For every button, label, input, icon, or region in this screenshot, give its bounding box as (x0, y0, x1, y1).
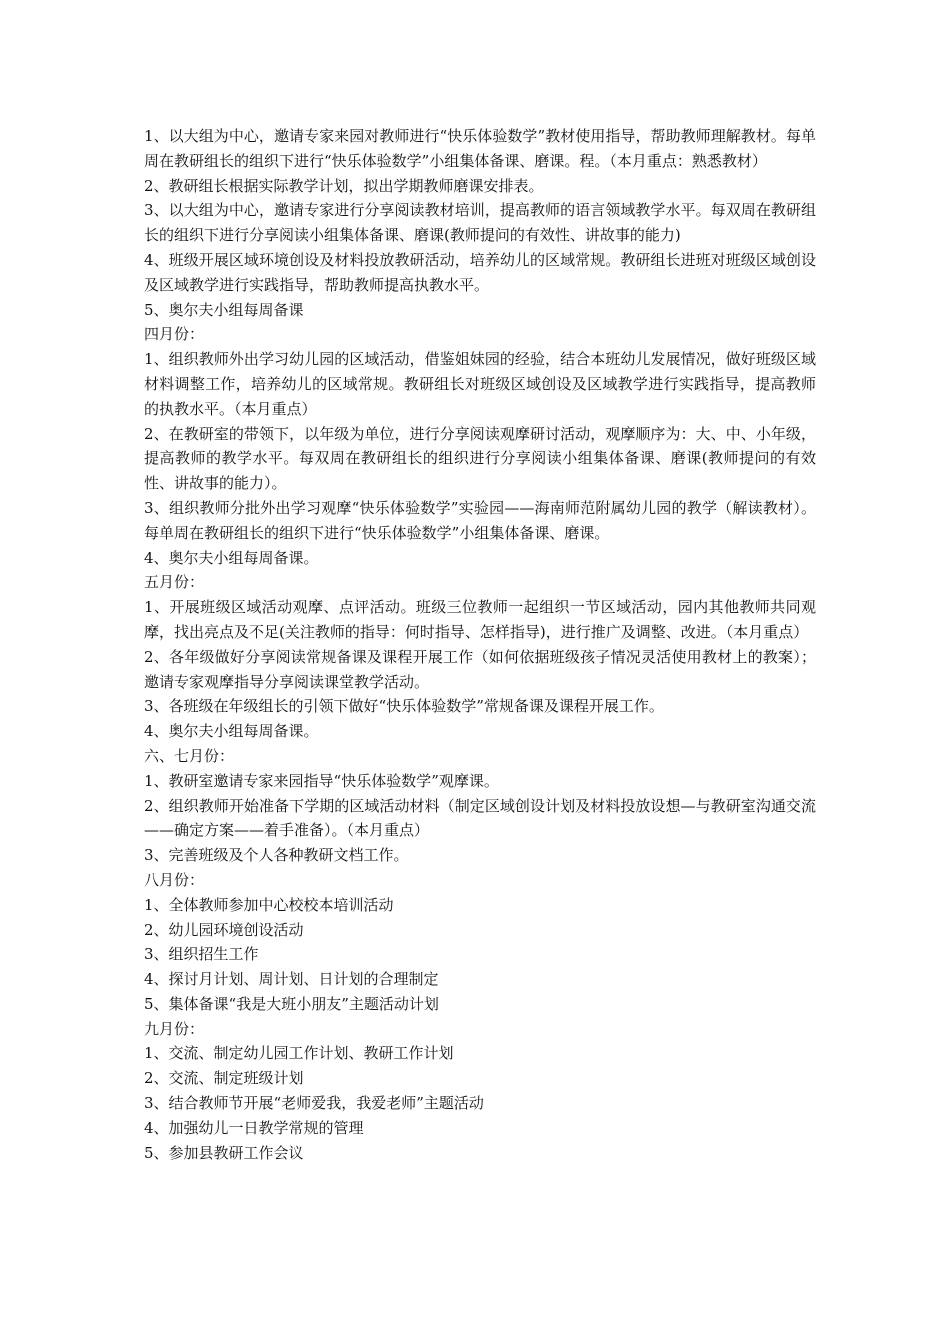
paragraph: 3、结合教师节开展“老师爱我，我爱老师”主题活动 (144, 1094, 484, 1113)
paragraph: 1、组织教师外出学习幼儿园的区域活动，借鉴姐妹园的经验，结合本班幼儿发展情况，做好班级区域材料调整工作，培养幼儿的区域常规。教研组长对班级区域创设及区域教学进行实践指导，提高教师的执教水平。（本月重点） (144, 350, 816, 418)
paragraph: 2、组织教师开始准备下学期的区域活动材料（制定区域创设计划及材料投放设想—与教研室沟通交流——确定方案——着手准备）。（本月重点） (144, 796, 816, 840)
paragraph: 1、交流、制定幼儿园工作计划、教研工作计划 (144, 1044, 454, 1063)
document-body (144, 124, 816, 1165)
paragraph: 1、以大组为中心，邀请专家来园对教师进行“快乐体验数学”教材使用指导，帮助教师理解教材。每单周在教研组长的组织下进行“快乐体验数学”小组集体备课、磨课。程。（本月重点：熟悉教材） (144, 127, 816, 170)
paragraph: 4、探讨月计划、周计划、日计划的合理制定 (144, 970, 439, 989)
month-heading: 六、七月份： (144, 746, 235, 765)
paragraph: 3、以大组为中心，邀请专家进行分享阅读教材培训，提高教师的语言领域教学水平。每双周在教研组长的组织下进行分享阅读小组集体备课、磨课(教师提问的有效性、讲故事的能力) (144, 201, 816, 245)
paragraph: 2、幼儿园环境创设活动 (144, 920, 304, 939)
paragraph: 4、奥尔夫小组每周备课。 (144, 548, 319, 567)
paragraph: 3、完善班级及个人各种教研文档工作。 (144, 846, 409, 865)
paragraph: 3、各班级在年级组长的引领下做好“快乐体验数学”常规备课及课程开展工作。 (144, 697, 664, 716)
paragraph: 2、交流、制定班级计划 (144, 1069, 304, 1088)
paragraph: 3、组织招生工作 (144, 945, 259, 964)
paragraph: 2、在教研室的带领下，以年级为单位，进行分享阅读观摩研讨活动，观摩顺序为：大、中、小年级，提高教师的教学水平。每双周在教研组长的组织进行分享阅读小组集体备课、磨课(教师提问的有效性、讲故事的能力）。 (144, 424, 816, 493)
paragraph: 2、教研组长根据实际教学计划，拟出学期教师磨课安排表。 (144, 176, 544, 195)
paragraph: 5、集体备课“我是大班小朋友”主题活动计划 (144, 994, 439, 1013)
paragraph: 5、参加县教研工作会议 (144, 1143, 304, 1162)
paragraph: 5、奥尔夫小组每周备课 (144, 300, 304, 319)
paragraph: 4、奥尔夫小组每周备课。 (144, 722, 319, 741)
paragraph: 1、教研室邀请专家来园指导“快乐体验数学”观摩课。 (144, 771, 499, 790)
month-heading: 四月份： (144, 325, 205, 344)
paragraph: 1、全体教师参加中心校校本培训活动 (144, 895, 394, 914)
month-heading: 九月份： (144, 1019, 205, 1038)
paragraph: 4、加强幼儿一日教学常规的管理 (144, 1118, 364, 1137)
month-heading: 五月份： (144, 573, 205, 592)
month-heading: 八月份： (144, 870, 205, 889)
paragraph: 3、组织教师分批外出学习观摩“快乐体验数学”实验园——海南师范附属幼儿园的教学（解读教材）。每单周在教研组长的组织下进行“快乐体验数学”小组集体备课、磨课。 (144, 498, 816, 542)
paragraph: 1、开展班级区域活动观摩、点评活动。班级三位教师一起组织一节区域活动，园内其他教师共同观摩，找出亮点及不足(关注教师的指导：何时指导、怎样指导)，进行推广及调整、改进。（本月重点） (144, 598, 816, 641)
paragraph: 4、班级开展区域环境创设及材料投放教研活动，培养幼儿的区域常规。教研组长进班对班级区域创设及区域教学进行实践指导，帮助教师提高执教水平。 (144, 250, 816, 294)
paragraph: 2、各年级做好分享阅读常规备课及课程开展工作（如何依据班级孩子情况灵活使用教材上的教案）；邀请专家观摩指导分享阅读课堂教学活动。 (144, 647, 816, 691)
